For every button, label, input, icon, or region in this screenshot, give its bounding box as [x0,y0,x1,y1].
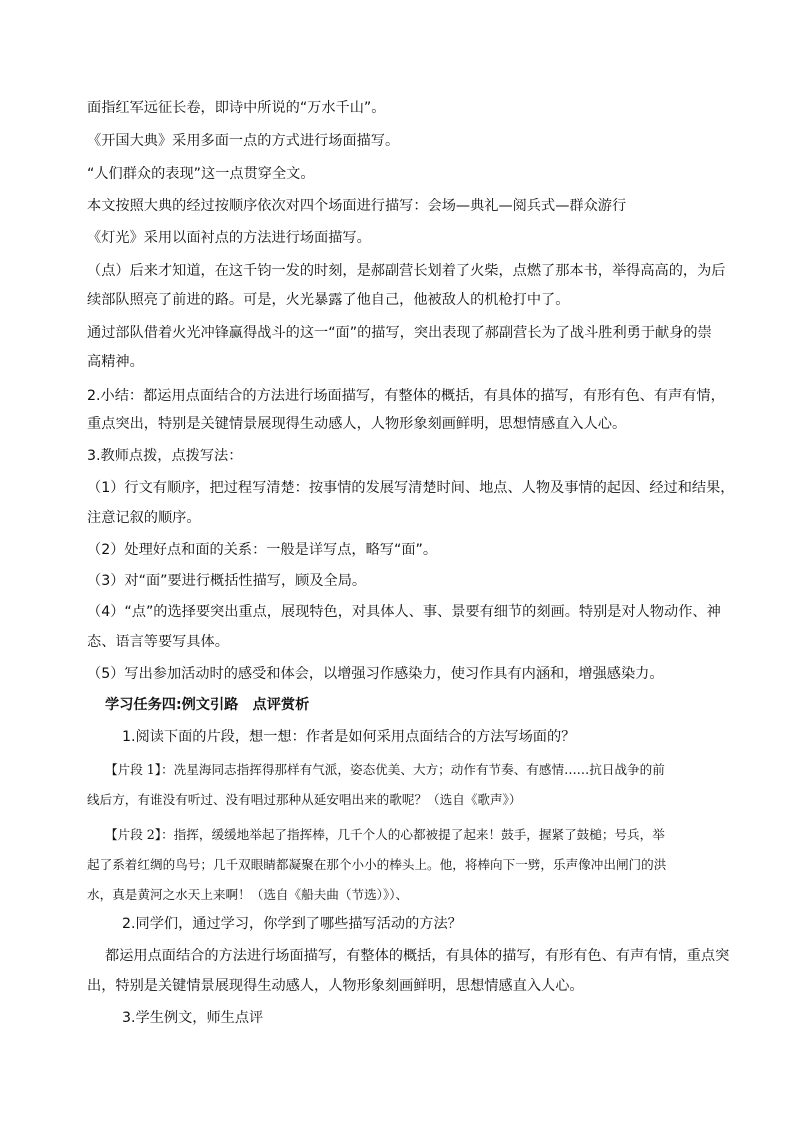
text-line: 3.学生例文，师生点评 [122,1010,264,1026]
text-line: 1.阅读下面的片段，想一想：作者是如何采用点面结合的方法写场面的？ [122,729,576,745]
excerpt-line: 【片段 2】：指挥，缓缓地举起了指挥棒，几千个人的心都被提了起来！鼓手，握紧了鼓槌；号兵，举 [105,827,665,842]
text-line: “人们群众的表现”这一点贯穿全文。 [87,166,315,182]
text-line: （4）“点”的选择要突出重点，展现特色，对具体人、事、景要有细节的刻画。特别是对人物动作、神 [87,604,721,620]
text-line: 2.同学们，通过学习，你学到了哪些描写活动的方法？ [122,916,462,932]
text-line: 《灯光》采用以面衬点的方法进行场面描写。 [87,230,371,246]
text-line: （2）处理好点和面的关系：一般是详写点，略写“面”。 [87,542,438,558]
text-line: 面指红军远征长卷，即诗中所说的“万水千山”。 [87,100,386,116]
excerpt-line: 起了系着红绸的鸟号；几千双眼睛都凝聚在那个小小的棒头上。他，将棒向下一劈，乐声像冲出闸门的洪 [87,857,667,872]
text-line: 重点突出，特别是关键情景展现得生动感人，人物形象刻画鲜明，思想情感直入人心。 [87,416,627,432]
text-line: 都运用点面结合的方法进行场面描写，有整体的概括，有具体的描写，有形有色、有声有情，重点突 [105,948,730,964]
text-line: （1）行文有顺序，把过程写清楚：按事情的发展写清楚时间、地点、人物及事情的起因、经过和结果， [87,480,735,496]
text-line: 态、语言等要写具体。 [87,634,229,650]
text-line: （3）对“面”要进行概括性描写，顾及全局。 [87,573,367,589]
text-line: 注意记叙的顺序。 [87,510,201,526]
text-line: 《开国大典》采用多面一点的方式进行场面描写。 [87,133,400,149]
excerpt-line: 线后方，有谁没有听过、没有唱过那种从延安唱出来的歌呢？（选自《歌声》） [87,792,522,807]
section-heading: 学习任务四:例文引路 点评赏析 [105,697,310,713]
excerpt-line: 水，真是黄河之水天上来啊！（选自《船夫曲（节选）》）、 [87,887,409,902]
text-line: 高精神。 [87,354,144,370]
text-line: 2.小结：都运用点面结合的方法进行场面描写，有整体的概括，有具体的描写，有形有色、有声有情， [87,388,725,404]
text-line: （5）写出参加活动时的感受和体会，以增强习作感染力，使习作具有内涵和，增强感染力。 [87,666,664,682]
text-line: 3.教师点拨，点拨写法： [87,448,243,464]
text-line: （点）后来才知道，在这千钧一发的时刻，是郝副营长划着了火柴，点燃了那本书，举得高高的，为后 [87,263,726,279]
text-line: 出，特别是关键情景展现得生动感人，人物形象刻画鲜明，思想情感直入人心。 [87,978,584,994]
text-line: 续部队照亮了前进的路。可是，火光暴露了他自己，他被敌人的机枪打中了。 [87,292,570,308]
text-line: 通过部队借着火光冲锋赢得战斗的这一“面”的描写，突出表现了郝副营长为了战斗胜利勇于献身的崇 [87,325,712,341]
excerpt-line: 【片段 1】：冼星海同志指挥得那样有气派，姿态优美、大方；动作有节奏、有感情……抗日战争的前 [105,762,665,777]
text-line: 本文按照大典的经过按顺序依次对四个场面进行描写：会场—典礼—阅兵式—群众游行 [87,198,627,214]
